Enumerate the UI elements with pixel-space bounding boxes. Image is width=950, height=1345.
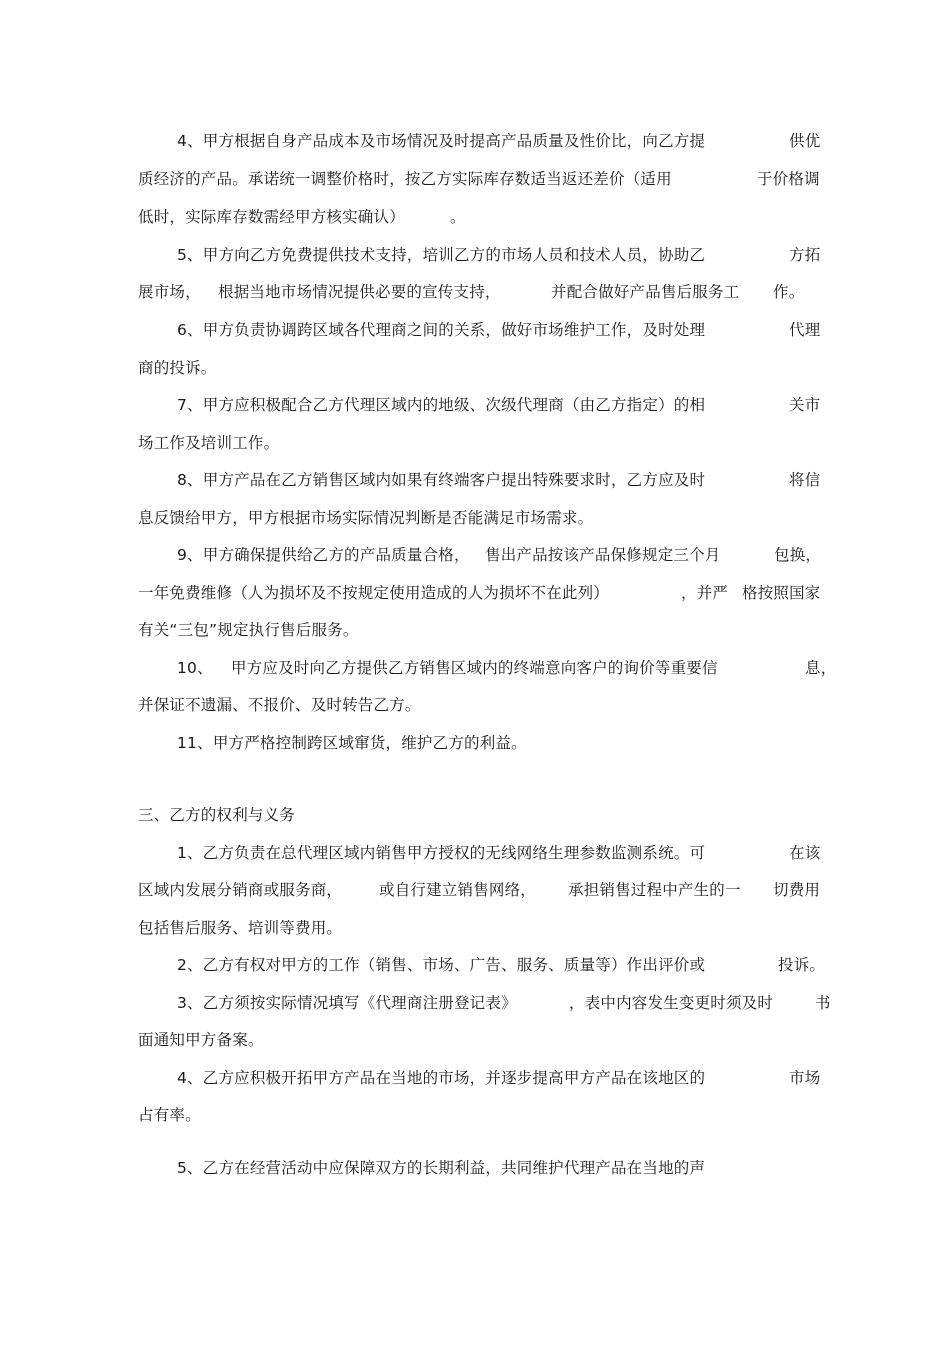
s3-item-1-line-2-tail: 切费用: [773, 881, 821, 899]
item-9-line-1: 9、甲方确保提供给乙方的产品质量合格，: [177, 546, 470, 564]
s3-item-2-line-1: 2、乙方有权对甲方的工作（销售、市场、广告、服务、质量等）作出评价或: [177, 956, 706, 974]
item-4-line-3: 低时，实际库存数需经甲方核实确认）: [138, 208, 405, 226]
s3-item-3-line-2: 面通知甲方备案。: [138, 1031, 264, 1049]
item-4-line-1-tail: 供优: [789, 132, 821, 150]
s3-item-3-line-1: 3、乙方须按实际情况填写《代理商注册登记表》: [177, 994, 517, 1012]
item-5-line-2: 展市场，: [138, 283, 201, 301]
item-4-line-1: 4、甲方根据自身产品成本及市场情况及时提高产品质量及性价比，向乙方提: [177, 132, 706, 150]
item-7-line-1-tail: 关市: [789, 396, 821, 414]
item-7-line-2: 场工作及培训工作。: [138, 434, 280, 452]
section-heading: 三、乙方的权利与义务: [138, 806, 296, 824]
item-11-line-1: 11、甲方严格控制跨区域窜货，维护乙方的利益。: [177, 734, 527, 752]
item-9-line-3: 有关“三包”规定执行售后服务。: [138, 621, 359, 639]
item-8-line-2: 息反馈给甲方，甲方根据市场实际情况判断是否能满足市场需求。: [138, 509, 594, 527]
item-9-line-2-mid: ，并严: [681, 584, 729, 602]
s3-item-1-line-1: 1、乙方负责在总代理区域内销售甲方授权的无线网络生理参数监测系统。可: [177, 844, 706, 862]
item-5-line-1-tail: 方拓: [789, 246, 821, 264]
item-6-line-2: 商的投诉。: [138, 359, 217, 377]
item-10-line-1-tail: 息，: [805, 659, 837, 677]
s3-item-3-line-1-tail: 书: [815, 994, 831, 1012]
item-6-line-1-tail: 代理: [789, 321, 821, 339]
s3-item-4-line-1: 4、乙方应积极开拓甲方产品在当地的市场，并逐步提高甲方产品在该地区的: [177, 1069, 706, 1087]
item-10-line-1: 10、: [177, 659, 213, 677]
item-7-line-1: 7、甲方应积极配合乙方代理区域内的地级、次级代理商（由乙方指定）的相: [177, 396, 706, 414]
s3-item-5-line-1: 5、乙方在经营活动中应保障双方的长期利益，共同维护代理产品在当地的声: [177, 1159, 706, 1177]
s3-item-2-line-1-tail: 投诉。: [778, 956, 826, 974]
item-5-line-1: 5、甲方向乙方免费提供技术支持，培训乙方的市场人员和技术人员，协助乙: [177, 246, 706, 264]
item-4-line-2-tail: 于价格调: [757, 170, 820, 188]
s3-item-1-line-2: 区域内发展分销商或服务商，: [138, 881, 343, 899]
s3-item-4-line-1-tail: 市场: [789, 1069, 821, 1087]
s3-item-1-line-2-mid: 或自行建立销售网络，: [379, 881, 537, 899]
item-5-line-2-mid2: 并配合做好产品售后服务工: [551, 283, 740, 301]
item-5-line-2-tail: 作。: [773, 283, 805, 301]
item-6-line-1: 6、甲方负责协调跨区域各代理商之间的关系，做好市场维护工作，及时处理: [177, 321, 706, 339]
s3-item-1-line-3: 包括售后服务、培训等费用。: [138, 919, 343, 937]
item-4-line-3-tail: 。: [450, 208, 466, 226]
item-8-line-1-tail: 将信: [789, 471, 821, 489]
s3-item-1-line-1-tail: 在该: [789, 844, 821, 862]
item-4-line-2: 质经济的产品。承诺统一调整价格时，按乙方实际库存数适当返还差价（适用: [138, 170, 672, 188]
item-8-line-1: 8、甲方产品在乙方销售区域内如果有终端客户提出特殊要求时，乙方应及时: [177, 471, 706, 489]
item-9-line-2: 一年免费维修（人为损坏及不按规定使用造成的人为损坏不在此列）: [138, 584, 610, 602]
item-9-line-1-mid: 售出产品按该产品保修规定三个月: [485, 546, 721, 564]
item-9-line-1-tail: 包换，: [774, 546, 822, 564]
item-5-line-2-mid: 根据当地市场情况提供必要的宣传支持，: [218, 283, 501, 301]
s3-item-4-line-2: 占有率。: [138, 1106, 201, 1124]
s3-item-3-line-1-mid: ，表中内容发生变更时须及时: [569, 994, 774, 1012]
item-9-line-2-tail: 格按照国家: [742, 584, 821, 602]
item-10-line-2: 并保证不遗漏、不报价、及时转告乙方。: [138, 696, 421, 714]
s3-item-1-line-2-mid2: 承担销售过程中产生的一: [568, 881, 741, 899]
item-10-line-1-mid: 甲方应及时向乙方提供乙方销售区域内的终端意向客户的询价等重要信: [231, 659, 718, 677]
